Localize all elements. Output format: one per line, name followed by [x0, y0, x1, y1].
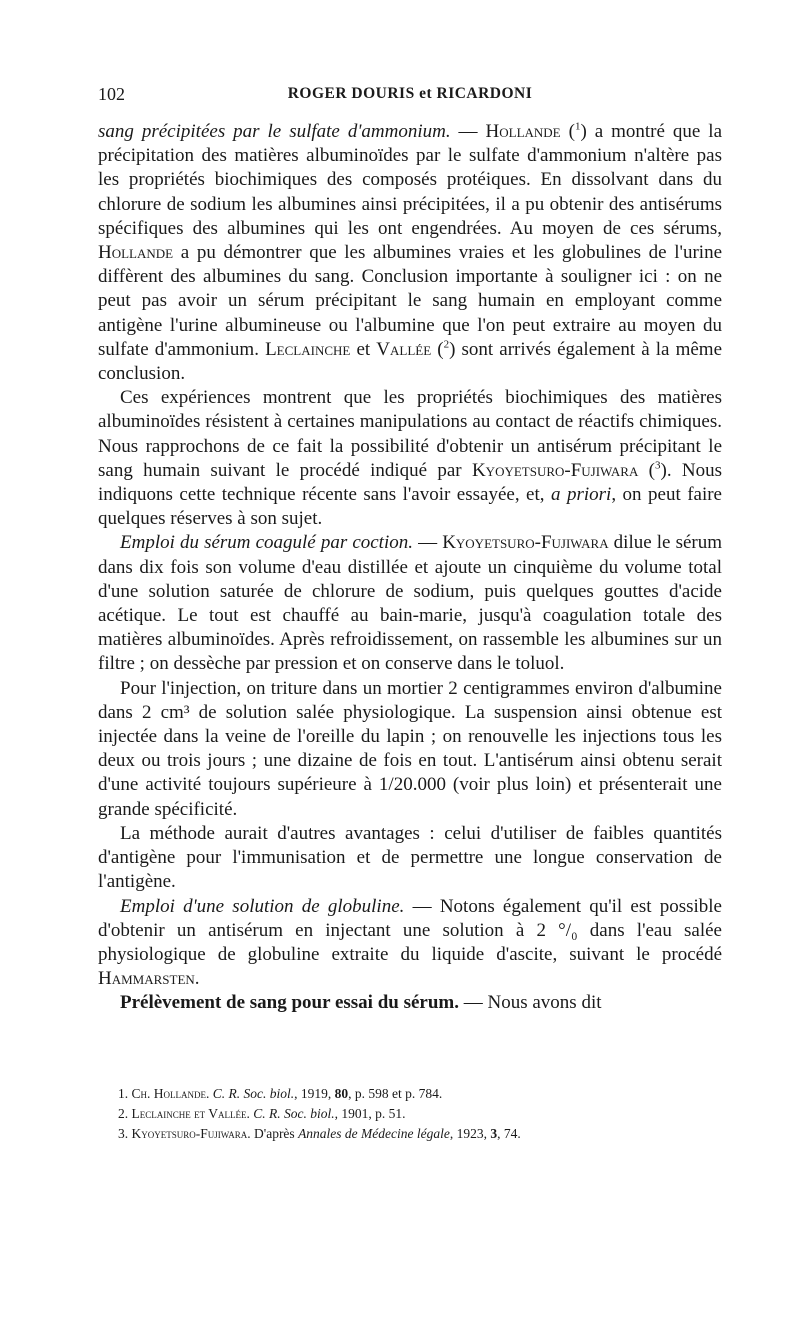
footnotes — [118, 1084, 718, 1144]
footnote-author: Ch. Hollande. — [131, 1086, 210, 1101]
text-run: — Nous avons dit — [459, 992, 602, 1014]
dash: — — [413, 532, 443, 554]
footnote-journal: C. R. Soc. biol. — [212, 1086, 295, 1101]
section-heading-italic: Emploi d'une solution de globuline. — [120, 895, 405, 917]
paragraph-5: La méthode aurait d'autres avantages : celui d'utiliser de faibles quantités d'antigène pour l'immunisation et de permettre une longue conservation de l'antigène. — [98, 822, 722, 893]
paragraph-6 — [98, 895, 722, 992]
footnote-ref: 3 — [655, 459, 661, 472]
text-run: a pu démontrer que les albumines vraies et les globulines de l'urine diffèrent des albumines du sang. Conclusion importante à souligner ici : on ne peut pas avoir un sérum précipitant le sang humain en employant comme antigène l'urine albumineuse ou l'albumine que l'on peut extraire au moyen du sulfate d'ammonium. — [98, 242, 722, 360]
footnote-text: , 74. — [497, 1126, 521, 1141]
text-run: dilue le sérum dans dix fois son volume d'eau distillée et ajoute un cinquième du volume total d'une solution saturée de chlorure de sodium, puis quelques gouttes d'acide acétique. Le tout est chauffé au bain-marie, jusqu'à coagulation totale des matières albuminoïdes. Après refroidissement, on rassemble les albumines sur un filtre ; on dessèche par pression et on conserve dans le toluol. — [98, 532, 723, 675]
footnote-text: , 1901, p. 51. — [334, 1106, 406, 1121]
footnote-number: 3. — [118, 1126, 129, 1141]
paragraph-7 — [98, 991, 722, 1015]
footnote-text: D'après — [254, 1126, 299, 1141]
author-name: Leclainche — [265, 338, 351, 360]
italic-phrase: sang précipitées par le sulfate d'ammonium. — [98, 121, 451, 142]
footnote-journal: C. R. Soc. biol. — [253, 1106, 335, 1121]
footnote-author: Kyoyetsuro-Fujiwara. — [131, 1126, 251, 1141]
page-header — [98, 84, 722, 108]
author-name: Hollande — [98, 242, 174, 264]
text-run: sont arrivés également à la même conclusion. — [98, 338, 723, 385]
footnote-text: , 1919, — [294, 1086, 335, 1101]
section-heading-italic: Emploi du sérum coagulé par coction. — [120, 532, 413, 554]
paragraph-4: Pour l'injection, on triture dans un mortier 2 centigrammes environ d'albumine dans 2 cm³ de solution salée physiologique. La suspension ainsi obtenue est injectée dans la veine de l'oreille du lapin ; on renouvelle les injections tous les deux ou trois jours ; une dizaine de fois en tout. L'antisérum ainsi obtenu serait d'une activité toujours supérieure à 1/20.000 (voir plus loin) et présenterait une grande spécificité. — [98, 677, 722, 820]
paragraph-2: Ces expériences montrent que les propriétés biochimiques des matières albuminoïdes résistent à certaines manipulations au contact de réactifs chimiques. Nous rapprochons de ce fait la possibilité d'obtenir un antisérum précipitant le sang humain suivant le procédé indiqué par Kyoyetsuro-Fujiwara ($^3$). Nous indiquons cette technique récente sans l'avoir essayée, et, a priori, on peut faire quelques réserves à son sujet. — [98, 387, 723, 530]
footnote-journal: Annales de Médecine légale — [298, 1126, 450, 1141]
running-title: ROGER DOURIS et RICARDONI — [287, 85, 533, 102]
text-run: . Nous indiquons cette technique récente sans l'avoir essayée, et, — [98, 459, 723, 506]
footnote-number: 1. — [118, 1086, 129, 1101]
paragraph-1: sang précipitées par le sulfate d'ammonium. — Hollande ($^1$) a montré que la précipitation des matières albuminoïdes par le sulfate d'ammonium n'altère pas les propriétés biochimiques des composés protéiques. En dissolvant dans du chlorure de sodium les albumines ainsi précipitées, il a pu obtenir des antisérums spécifiques des albumines qui les ont engendrées. Au moyen de ces sérums, Hollande a pu démontrer que les albumines vraies et les globulines de l'urine diffèrent des albumines du sang. Conclusion importante à souligner ici : on ne peut pas avoir un sérum précipitant le sang humain en employant comme antigène l'urine albumineuse ou l'albumine que l'on peut extraire au moyen du sulfate d'ammonium. Leclainche et Vallée ($^2$) sont arrivés également à la même conclusion. — [98, 120, 723, 385]
text-run: , on peut faire quelques réserves à son sujet. — [98, 484, 722, 530]
author-name: Vallée — [376, 338, 432, 360]
page-number: 102 — [98, 84, 125, 104]
author-name: Kyoyetsuro-Fujiwara — [471, 459, 639, 481]
footnote-number: 2. — [118, 1106, 129, 1121]
author-name: Hammarsten — [98, 968, 195, 990]
author-name: Kyoyetsuro-Fujiwara — [442, 532, 609, 554]
text-run: . — [194, 968, 200, 990]
paragraph-3 — [98, 531, 722, 676]
author-name: Hollande — [485, 121, 561, 142]
footnote-1 — [118, 1084, 718, 1104]
italic-phrase: a priori — [550, 484, 612, 506]
footnote-volume: 3 — [490, 1126, 498, 1141]
footnote-ref: 2 — [443, 338, 450, 351]
body-text — [98, 120, 722, 1016]
footnote-volume: 80 — [334, 1086, 349, 1101]
section-heading-bold: Prélèvement de sang pour essai du sérum. — [120, 992, 459, 1014]
footnote-text: , 1923, — [449, 1126, 491, 1141]
text-run: — Notons également qu'il est possible d'obtenir un antisérum en injectant une solution à 2 °/₀ dans l'eau salée physiologique de globuline extraite du liquide d'ascite, suivant le procédé — [98, 895, 722, 965]
footnote-text: , p. 598 et p. 784. — [348, 1086, 443, 1101]
footnote-ref: 1 — [574, 120, 581, 133]
text-run: a montré que la précipitation des matières albuminoïdes par le sulfate d'ammonium n'altère pas les propriétés biochimiques des composés protéiques. En dissolvant dans du chlorure de sodium les albumines ainsi précipitées, il a pu obtenir des antisérums spécifiques des albumines qui les ont engendrées. Au moyen de ces sérums, — [98, 121, 723, 239]
text-run: et — [350, 338, 377, 360]
dash: — — [450, 121, 486, 142]
footnote-2 — [118, 1104, 718, 1124]
text-run: Ces expériences montrent que les propriétés biochimiques des matières albuminoïdes résistent à certaines manipulations au contact de réactifs chimiques. Nous rapprochons de ce fait la possibilité d'obtenir un antisérum précipitant le sang humain suivant le procédé indiqué par — [98, 387, 722, 481]
footnote-author: Leclainche et Vallée. — [131, 1106, 250, 1121]
footnote-3 — [118, 1124, 718, 1144]
